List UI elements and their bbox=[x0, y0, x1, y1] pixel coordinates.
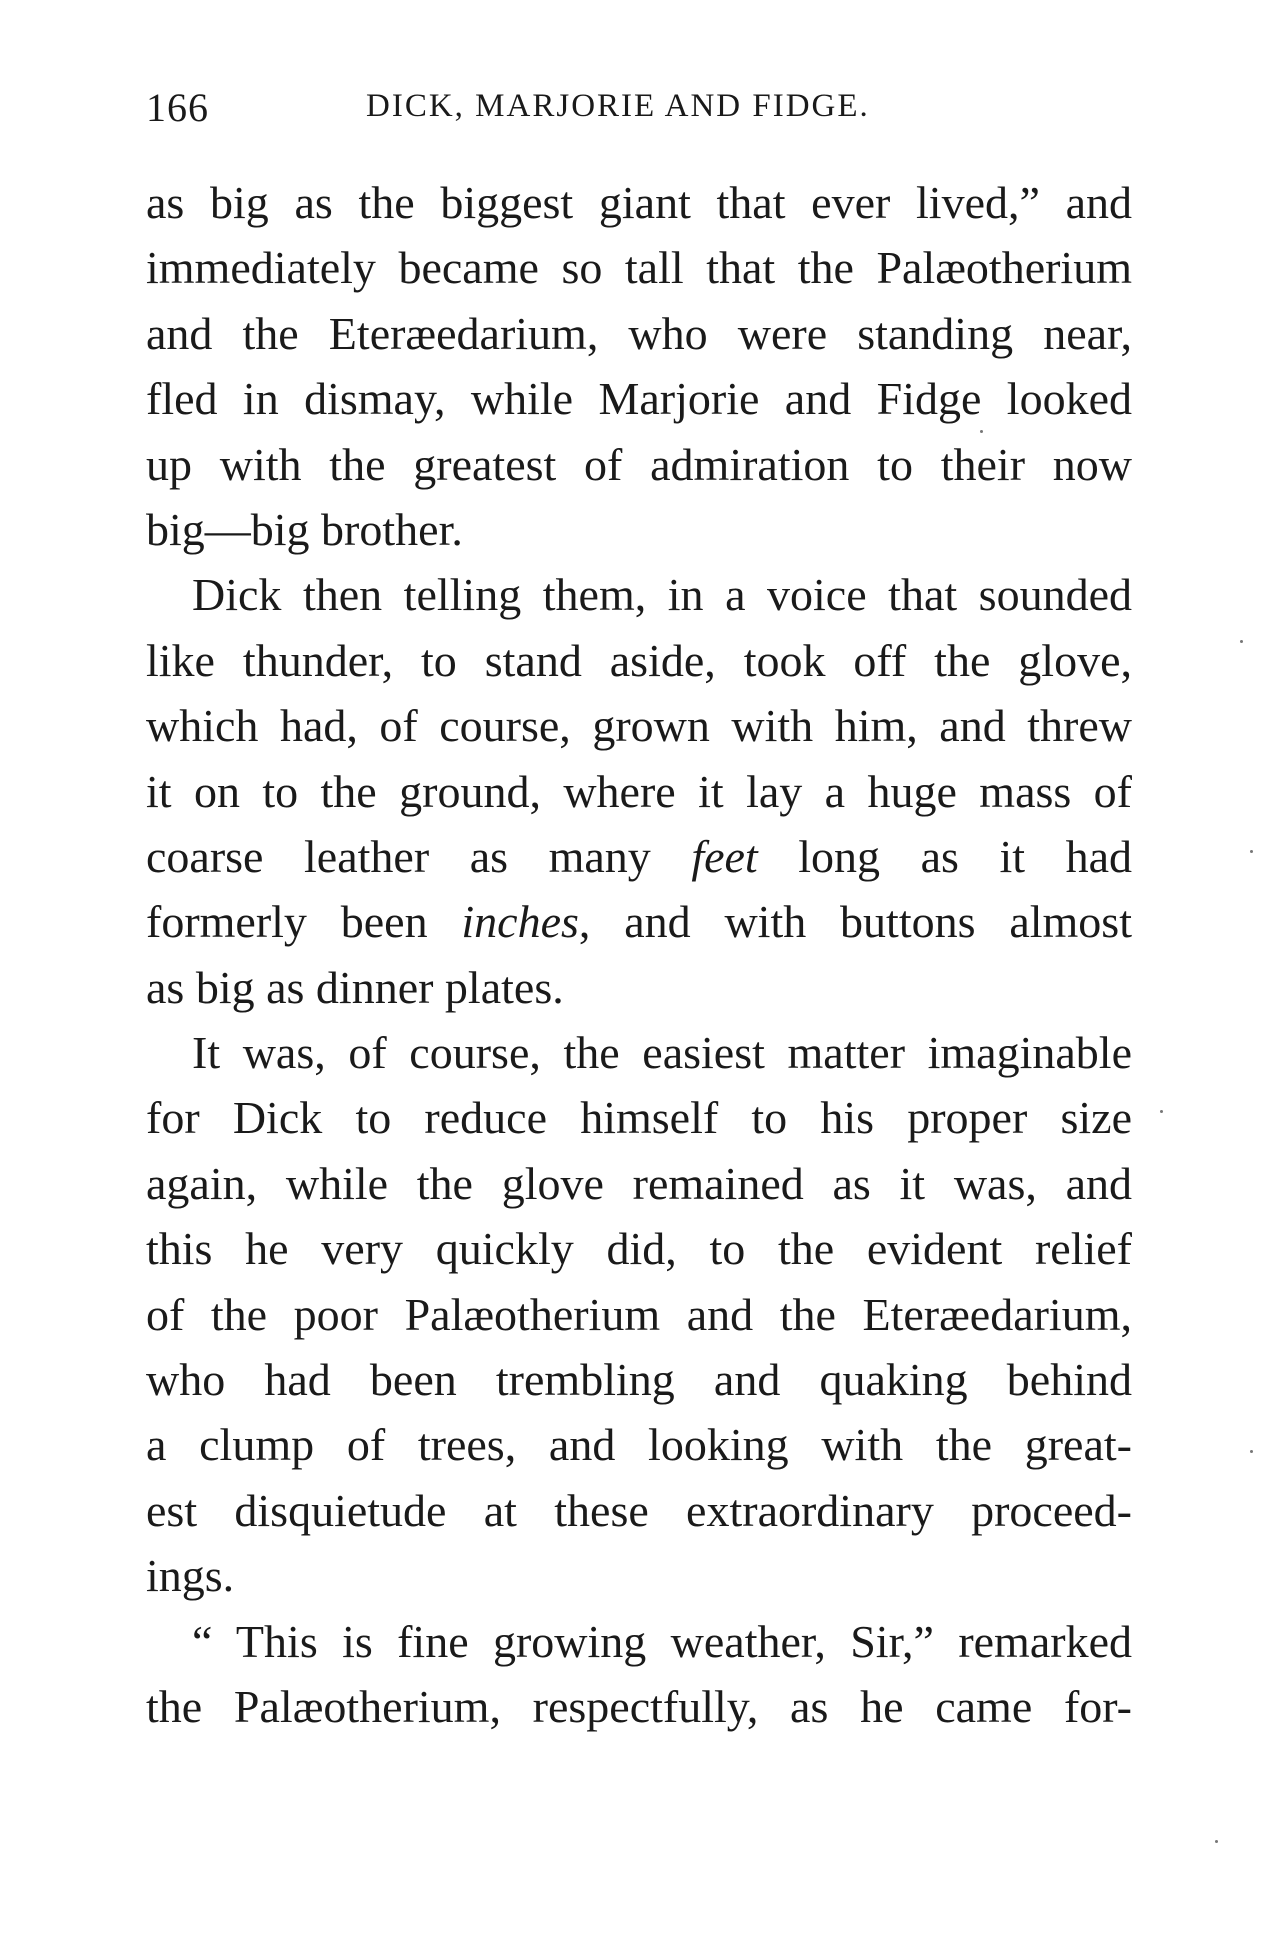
text-line bbox=[146, 1478, 1132, 1543]
text-segment: as big as dinner plates. bbox=[146, 961, 564, 1013]
text-line bbox=[146, 1412, 1132, 1477]
text-segment: which had, of course, grown with him, and threw bbox=[146, 700, 1132, 752]
text-line bbox=[146, 1609, 1132, 1674]
text-segment: It was, of course, the easiest matter imaginable bbox=[192, 1027, 1132, 1079]
text-segment: the Palæotherium, respectfully, as he came for- bbox=[146, 1680, 1132, 1732]
italic-text: inches bbox=[461, 896, 579, 948]
text-line bbox=[146, 1085, 1132, 1150]
text-segment: as big as the biggest giant that ever lived,” and bbox=[146, 177, 1132, 228]
running-title: DICK, MARJORIE AND FIDGE. bbox=[366, 88, 870, 124]
text-segment: ings. bbox=[146, 1550, 235, 1602]
text-segment: it on to the ground, where it lay a huge mass of bbox=[146, 765, 1132, 817]
body-text bbox=[146, 170, 1132, 1739]
print-speck bbox=[1240, 640, 1243, 643]
text-segment: Dick then telling them, in a voice that sounded bbox=[192, 569, 1132, 621]
text-segment: like thunder, to stand aside, took off the glove, bbox=[146, 634, 1132, 686]
text-segment: for Dick to reduce himself to his proper size bbox=[146, 1092, 1132, 1144]
text-line bbox=[146, 235, 1132, 300]
text-line bbox=[146, 759, 1132, 824]
text-segment: again, while the glove remained as it was, and bbox=[146, 1157, 1132, 1209]
italic-text: feet bbox=[691, 830, 758, 882]
running-head bbox=[146, 84, 1131, 144]
text-segment: a clump of trees, and looking with the great- bbox=[146, 1419, 1132, 1471]
text-segment: long as it had bbox=[757, 830, 1132, 882]
text-line bbox=[146, 497, 1132, 562]
text-segment: fled in dismay, while Marjorie and Fidge looked bbox=[146, 373, 1132, 425]
print-speck bbox=[1250, 850, 1253, 853]
text-line bbox=[146, 693, 1132, 758]
text-line bbox=[146, 1674, 1132, 1739]
text-line bbox=[146, 955, 1132, 1020]
text-segment: immediately became so tall that the Palæotherium bbox=[146, 242, 1132, 294]
text-segment: who had been trembling and quaking behind bbox=[146, 1354, 1132, 1406]
text-line bbox=[146, 1216, 1132, 1281]
text-line bbox=[146, 1020, 1132, 1085]
print-speck bbox=[1250, 1450, 1253, 1453]
text-line bbox=[146, 889, 1132, 954]
text-line bbox=[146, 366, 1132, 431]
text-line bbox=[146, 1347, 1132, 1412]
text-segment: this he very quickly did, to the evident relief bbox=[146, 1223, 1132, 1275]
page-number: 166 bbox=[146, 85, 209, 130]
text-segment: big—big brother. bbox=[146, 503, 463, 555]
text-line bbox=[146, 1282, 1132, 1347]
text-segment: coarse leather as many bbox=[146, 830, 692, 882]
text-segment: of the poor Palæotherium and the Eteræedarium, bbox=[146, 1288, 1132, 1340]
print-speck bbox=[1215, 1840, 1218, 1843]
text-line bbox=[146, 170, 1132, 235]
text-segment: est disquietude at these extraordinary proceed- bbox=[146, 1484, 1132, 1536]
text-line bbox=[146, 562, 1132, 627]
text-line bbox=[146, 824, 1132, 889]
text-line bbox=[146, 301, 1132, 366]
text-segment: , and with buttons almost bbox=[578, 896, 1132, 948]
text-line bbox=[146, 432, 1132, 497]
text-segment: up with the greatest of admiration to their now bbox=[146, 438, 1132, 490]
text-line bbox=[146, 1151, 1132, 1216]
text-segment: “ This is fine growing weather, Sir,” remarked bbox=[192, 1615, 1132, 1667]
print-speck bbox=[1160, 1110, 1163, 1113]
text-segment: and the Eteræedarium, who were standing near, bbox=[146, 307, 1132, 359]
print-speck bbox=[980, 430, 983, 433]
text-line bbox=[146, 1543, 1132, 1608]
text-segment: formerly been bbox=[146, 896, 462, 948]
text-line bbox=[146, 628, 1132, 693]
